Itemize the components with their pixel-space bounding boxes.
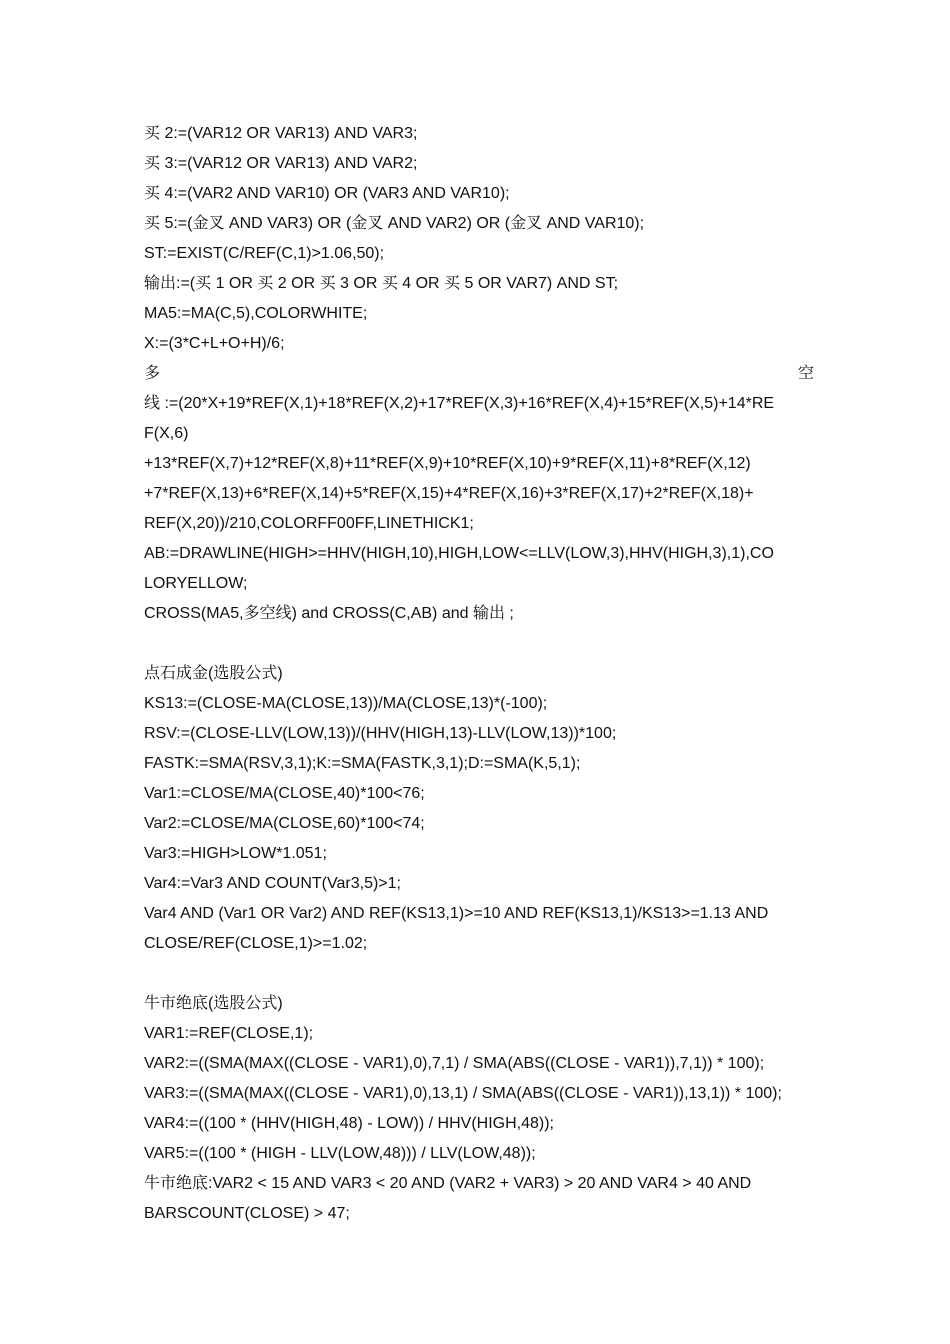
text-line: X:=(3*C+L+O+H)/6; — [144, 335, 285, 352]
text-line: LORYELLOW; — [144, 575, 248, 592]
text-line: VAR2:=((SMA(MAX((CLOSE - VAR1),0),7,1) / SMA(ABS((CLOSE - VAR1)),7,1)) * 100); — [144, 1055, 765, 1072]
text-line: VAR3:=((SMA(MAX((CLOSE - VAR1),0),13,1) / SMA(ABS((CLOSE - VAR1)),13,1)) * 100); — [144, 1085, 782, 1102]
split-left-text: 多 — [144, 365, 161, 382]
blank-line — [144, 629, 814, 659]
text-line: 线 :=(20*X+19*REF(X,1)+18*REF(X,2)+17*REF(X,3)+16*REF(X,4)+15*REF(X,5)+14*RE — [144, 395, 775, 412]
text-line: 买 2:=(VAR12 OR VAR13) AND VAR3; — [144, 125, 418, 142]
section-title: 点石成金(选股公式) — [144, 665, 283, 682]
text-line: VAR4:=((100 * (HHV(HIGH,48) - LOW)) / HHV(HIGH,48)); — [144, 1115, 554, 1132]
text-line: FASTK:=SMA(RSV,3,1);K:=SMA(FASTK,3,1);D:=SMA(K,5,1); — [144, 755, 581, 772]
text-line: KS13:=(CLOSE-MA(CLOSE,13))/MA(CLOSE,13)*(-100); — [144, 695, 548, 712]
text-line: Var3:=HIGH>LOW*1.051; — [144, 845, 327, 862]
text-line: RSV:=(CLOSE-LLV(LOW,13))/(HHV(HIGH,13)-LLV(LOW,13))*100; — [144, 725, 617, 742]
text-line: MA5:=MA(C,5),COLORWHITE; — [144, 305, 368, 322]
text-line: 买 5:=(金叉 AND VAR3) OR (金叉 AND VAR2) OR (金叉 AND VAR10); — [144, 215, 645, 232]
justified-line — [144, 359, 814, 389]
text-line: ST:=EXIST(C/REF(C,1)>1.06,50); — [144, 245, 385, 262]
text-line: CROSS(MA5,多空线) and CROSS(C,AB) and 输出 ; — [144, 605, 514, 622]
blank-line — [144, 959, 814, 989]
text-line: VAR1:=REF(CLOSE,1); — [144, 1025, 314, 1042]
text-line: BARSCOUNT(CLOSE) > 47; — [144, 1205, 350, 1222]
text-line: F(X,6) — [144, 425, 189, 442]
text-line: 买 4:=(VAR2 AND VAR10) OR (VAR3 AND VAR10); — [144, 185, 510, 202]
text-line: 买 3:=(VAR12 OR VAR13) AND VAR2; — [144, 155, 418, 172]
section-title: 牛市绝底(选股公式) — [144, 995, 283, 1012]
formula-text — [144, 119, 814, 1229]
split-right-text: 空 — [797, 365, 814, 382]
text-line: 输出:=(买 1 OR 买 2 OR 买 3 OR 买 4 OR 买 5 OR VAR7) AND ST; — [144, 275, 619, 292]
text-line: VAR5:=((100 * (HIGH - LLV(LOW,48))) / LLV(LOW,48)); — [144, 1145, 536, 1162]
text-line: Var4:=Var3 AND COUNT(Var3,5)>1; — [144, 875, 401, 892]
text-line: Var1:=CLOSE/MA(CLOSE,40)*100<76; — [144, 785, 425, 802]
text-line: +7*REF(X,13)+6*REF(X,14)+5*REF(X,15)+4*REF(X,16)+3*REF(X,17)+2*REF(X,18)+ — [144, 485, 754, 502]
text-line: REF(X,20))/210,COLORFF00FF,LINETHICK1; — [144, 515, 474, 532]
text-line: +13*REF(X,7)+12*REF(X,8)+11*REF(X,9)+10*REF(X,10)+9*REF(X,11)+8*REF(X,12) — [144, 455, 751, 472]
text-line: Var2:=CLOSE/MA(CLOSE,60)*100<74; — [144, 815, 425, 832]
text-line: Var4 AND (Var1 OR Var2) AND REF(KS13,1)>=10 AND REF(KS13,1)/KS13>=1.13 AND — [144, 905, 769, 922]
text-line: CLOSE/REF(CLOSE,1)>=1.02; — [144, 935, 368, 952]
text-line: AB:=DRAWLINE(HIGH>=HHV(HIGH,10),HIGH,LOW<=LLV(LOW,3),HHV(HIGH,3),1),CO — [144, 545, 774, 562]
text-line: 牛市绝底:VAR2 < 15 AND VAR3 < 20 AND (VAR2 + VAR3) > 20 AND VAR4 > 40 AND — [144, 1175, 752, 1192]
